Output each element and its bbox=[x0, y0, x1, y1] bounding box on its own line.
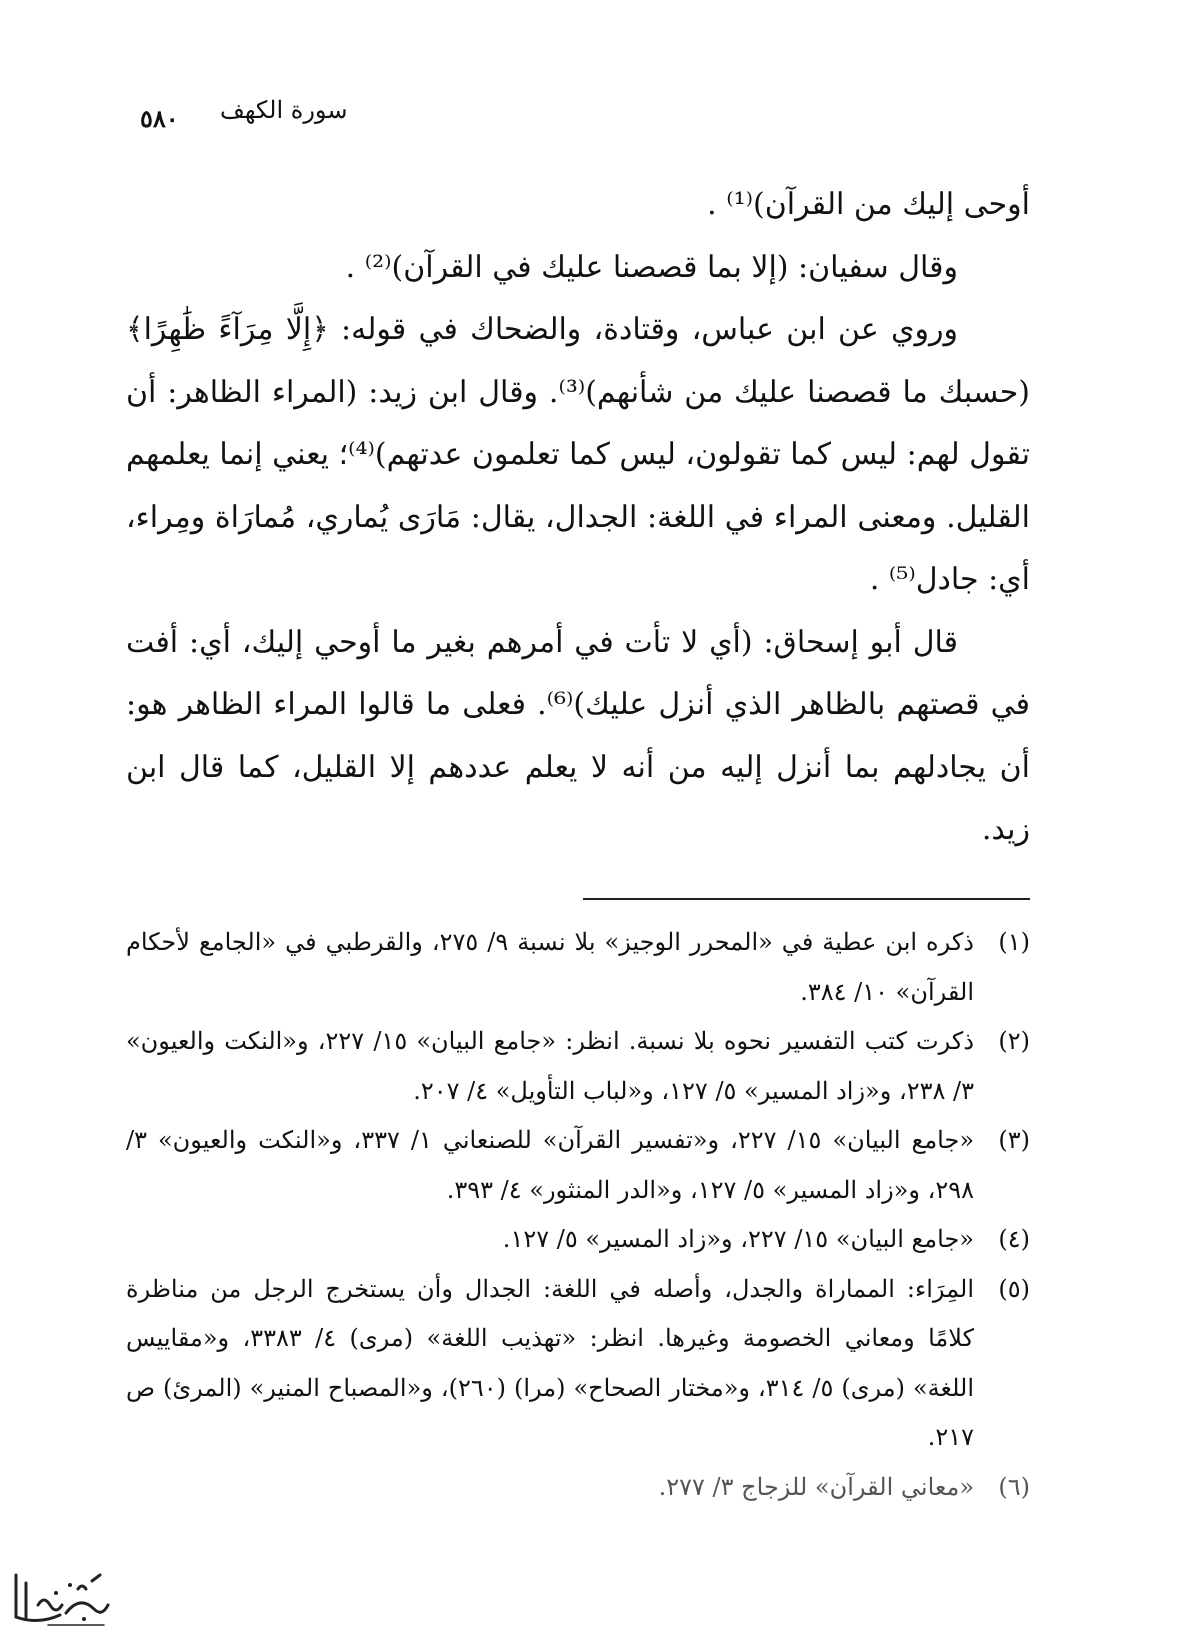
footnote-number: (٤) bbox=[998, 1225, 1030, 1253]
footnote bbox=[126, 1215, 1030, 1265]
footnote bbox=[126, 1116, 1030, 1215]
footnote-number: (٦) bbox=[998, 1472, 1030, 1501]
paragraph: وقال سفيان: (إلا بما قصصنا عليك في القرآن)⁽²⁾ . bbox=[345, 249, 958, 285]
footnote bbox=[126, 1463, 1030, 1513]
footnote-text: «معاني القرآن» للزجاج ٣/ ٢٧٧. bbox=[658, 1472, 974, 1501]
footnote bbox=[126, 1265, 1030, 1463]
footnote-divider bbox=[583, 898, 1030, 900]
paragraph: أوحى إليك من القرآن)⁽¹⁾ . bbox=[707, 187, 1030, 222]
footnote-text: ذكرت كتب التفسير نحوه بلا نسبة. انظر: «جامع البيان» ١٥/ ٢٢٧، و«النكت والعيون» ٣/ ٢٣٨، و«زاد المسير» ٥/ ١٢٧، و«لباب التأويل» ٤/ ٢٠٧. bbox=[126, 1027, 975, 1105]
calligraphy-logo bbox=[8, 1565, 113, 1635]
footnote-number: (٥) bbox=[998, 1274, 1030, 1303]
main-text bbox=[126, 174, 1030, 862]
footnote-number: (٣) bbox=[998, 1126, 1030, 1154]
footnote-number: (٢) bbox=[998, 1027, 1030, 1055]
footnote-text: «جامع البيان» ١٥/ ٢٢٧، و«زاد المسير» ٥/ ١٢٧. bbox=[502, 1225, 974, 1253]
footnote bbox=[126, 1017, 1030, 1116]
footnote-number: (١) bbox=[998, 928, 1030, 956]
page-number: ٥٨٠ bbox=[140, 104, 179, 133]
surah-title: سورة الكهف bbox=[220, 96, 348, 124]
footnote-text: ذكره ابن عطية في «المحرر الوجيز» بلا نسبة ٩/ ٢٧٥، والقرطبي في «الجامع لأحكام القرآن» ١٠/ ٣٨٤. bbox=[126, 928, 974, 1006]
paragraph: وروي عن ابن عباس، وقتادة، والضحاك في قوله: ﴿إِلَّا مِرَآءً ظَٰهِرًا﴾ (حسبك ما قصصنا عليك من شأنهم)⁽³⁾. وقال ابن زيد: (المراء الظاهر: أن تقول لهم: ليس كما تقولون، ليس كما تعلمون عدتهم)⁽⁴⁾؛ يعني إنما يعلمهم القليل. ومعنى المراء في اللغة: الجدال، يقال: مَارَى يُماري، مُمارَاة ومِراء، أي: جادل⁽⁵⁾ . bbox=[126, 312, 1031, 597]
footnotes bbox=[126, 918, 1030, 1512]
footnote-text: المِرَاء: المماراة والجدل، وأصله في اللغة: الجدال وأن يستخرج الرجل من مناظرة كلامًا ومعاني الخصومة وغيرها. انظر: «تهذيب اللغة» (مرى) ٤/ ٣٣٨٣، و«مقاييس اللغة» (مرى) ٥/ ٣١٤، و«مختار الصحاح» (مرا) (٢٦٠)، و«المصباح المنير» (المرئ) ص ٢١٧. bbox=[126, 1274, 975, 1451]
footnote bbox=[126, 918, 1030, 1017]
footnote-text: «جامع البيان» ١٥/ ٢٢٧، و«تفسير القرآن» للصنعاني ١/ ٣٣٧، و«النكت والعيون» ٣/ ٢٩٨، و«زاد المسير» ٥/ ١٢٧، و«الدر المنثور» ٤/ ٣٩٣. bbox=[126, 1126, 975, 1204]
calligraphy-logo-icon bbox=[8, 1565, 113, 1635]
paragraph: قال أبو إسحاق: (أي لا تأت في أمرهم بغير ما أوحي إليك، أي: أفت في قصتهم بالظاهر الذي أنزل عليك)⁽⁶⁾. فعلى ما قالوا المراء الظاهر هو: أن يجادلهم بما أنزل إليه من أنه لا يعلم عددهم إلا القليل، كما قال ابن زيد. bbox=[126, 624, 1031, 847]
